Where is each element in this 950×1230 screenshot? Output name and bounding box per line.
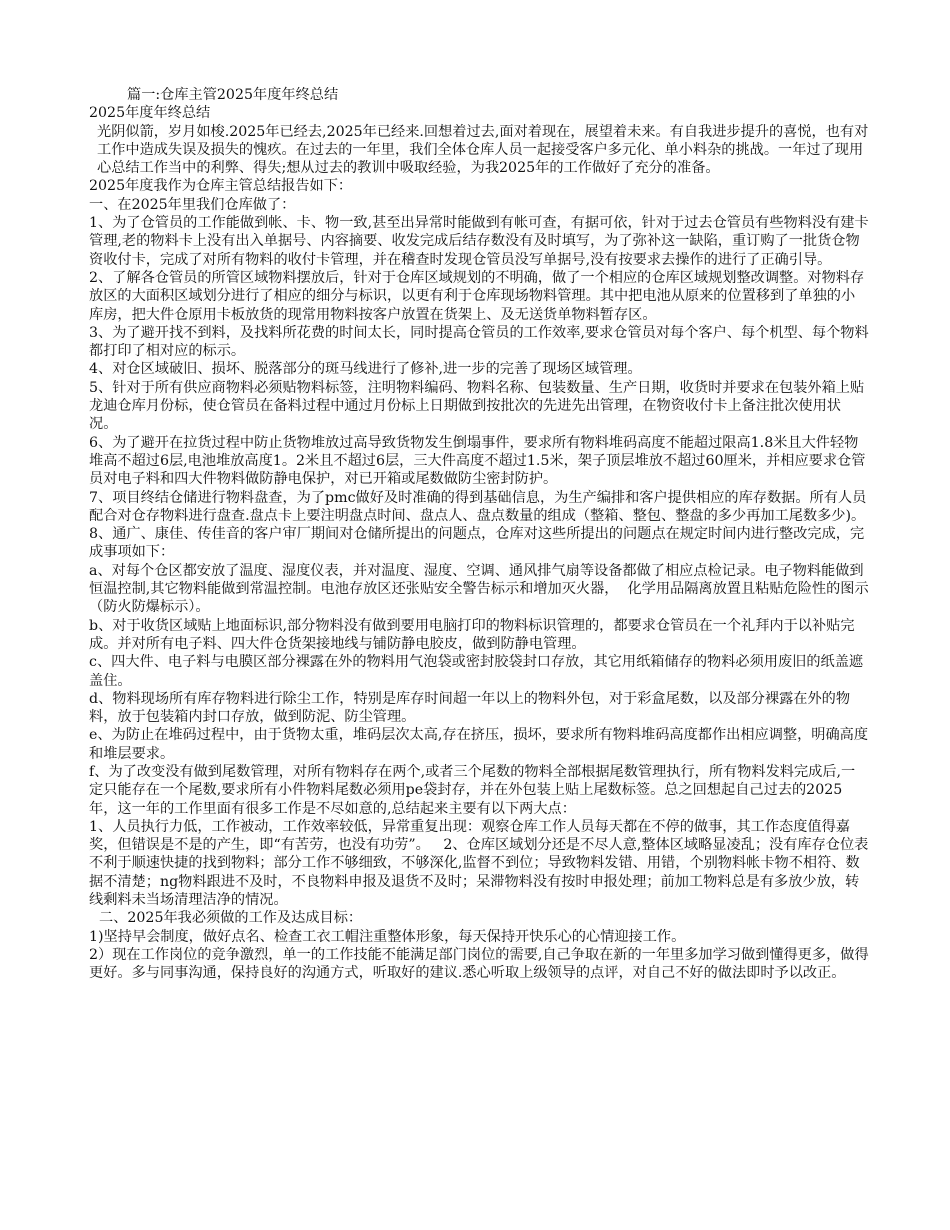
paragraph-item-a: a、对每个仓区都安放了温度、湿度仪表，并对温度、湿度、空调、通风排气扇等设备都做了相应点检记录。电子物料能做到恒温控制,其它物料能做到常温控制。电池存放区还张贴安全警告标示和增加灭火器， 化学用品隔离放置且粘贴危险性的图示（防火防爆标示）。: [89, 562, 869, 616]
paragraph-item-d: d、物料现场所有库存物料进行除尘工作，特别是库存时间超一年以上的物料外包，对于彩盒尾数，以及部分裸露在外的物料，放于包装箱内封口存放，做到防泥、防尘管理。: [89, 690, 851, 726]
paragraph-report-lead: 2025年度我作为仓库主管总结报告如下：: [89, 178, 353, 195]
paragraph-item-b: b、对于收货区域贴上地面标识,部分物料没有做到要用电脑打印的物料标识管理的，都要求仓管员在一个礼拜内于以补贴完成。并对所有电子料、四大件仓货架接地线与铺防静电胶皮，做到防静电管理。: [89, 617, 855, 652]
document-heading: 篇一:仓库主管2025年度年终总结: [127, 87, 339, 103]
paragraph-goal-1: 1)坚持早会制度，做好点名、检查工衣工帽注重整体形象，每天保持开快乐心的心情迎接工作。: [89, 928, 686, 945]
paragraph-item-5: 5、针对于所有供应商物料必须贴物料标签，注明物料编码、物料名称、包装数量、生产日期，收货时并要求在包装外箱上贴龙迪仓库月份标，使仓管员在备料过程中通过月份标上日期做到按批次的先进先出管理，在物资收付卡上备注批次使用状况。: [89, 379, 865, 433]
document-subheading: 2025年度年终总结: [89, 105, 211, 122]
paragraph-item-2: 2、了解各仓管员的所管区域物料摆放后，针对于仓库区域规划的不明确，做了一个相应的仓库区域规划整改调整。对物料存放区的大面积区域划分进行了相应的细分与标识，以更有利于仓库现场物料管理。其中把电池从原来的位置移到了单独的小库房，把大件仓原用卡板放货的现常用物料按客户放置在货架上、及无送货单物料暂存区。: [89, 269, 865, 323]
paragraph-item-7: 7、项目终结仓储进行物料盘查，为了pmc做好及时准确的得到基础信息，为生产编排和客户提供相应的库存数据。所有人员配合对仓存物料进行盘查.盘点卡上要注明盘点时间、盘点人、盘点数量的组成（整箱、整包、整盘的多少再加工尾数多少)。: [89, 489, 867, 524]
section-heading-2: 二、2025年我必须做的工作及达成目标：: [99, 910, 363, 927]
paragraph-intro: 光阴似箭，岁月如梭.2025年已经去,2025年已经来.回想着过去,面对着现在，展望着未来。有自我进步提升的喜悦，也有对工作中造成失误及损失的愧疚。在过去的一年里，我们全体仓库人员一起接受客户多元化、单小料杂的挑战。一年过了现用心总结工作当中的利弊、得失;想从过去的教训中吸取经验，为我2025年的工作做好了充分的准备。: [97, 123, 869, 177]
section-heading-1: 一、在2025年里我们仓库做了：: [89, 196, 296, 213]
paragraph-item-e: e、为防止在堆码过程中，由于货物太重，堆码层次太高,存在挤压，损坏，要求所有物料堆码高度都作出相应调整，明确高度和堆层要求。: [89, 727, 869, 762]
paragraph-item-3: 3、为了避开找不到料，及找料所花费的时间太长，同时提高仓管员的工作效率,要求仓管员对每个客户、每个机型、每个物料都打印了相对应的标示。: [89, 324, 869, 360]
paragraph-issues: 1、人员执行力低，工作被动，工作效率较低，异常重复出现：观察仓库工作人员每天都在不停的做事，其工作态度值得嘉奖，但错误是不是的产生，即“有苦劳，也没有功劳”。 2、仓库区域划分还是不尽人意,整体区域略显凌乱；没有库存仓位表不利于顺速快捷的找到物料；部分工作不够细致，不够深化,监督不到位；导致物料发错、用错，个别物料帐卡物不相符、数据不清楚；ng物料跟进不及时，不良物料申报及退货不及时；呆滞物料没有按时申报处理；前加工物料总是有多放少放，转线剩料未当场清理洁净的情况。: [89, 818, 869, 909]
paragraph-item-c: c、四大件、电子料与电膜区部分裸露在外的物料用气泡袋或密封胶袋封口存放，其它用纸箱储存的物料必须用废旧的纸盖遮盖住。: [89, 654, 864, 689]
paragraph-item-8: 8、通广、康佳、传佳音的客户审厂期间对仓储所提出的问题点，仓库对这些所提出的问题点在规定时间内进行整改完成，完成事项如下：: [89, 526, 865, 561]
paragraph-item-1: 1、为了仓管员的工作能做到帐、卡、物一致,甚至出异常时能做到有帐可查，有据可依，针对于过去仓管员有些物料没有建卡管理,老的物料卡上没有出入单据号、内容摘要、收发完成后结存数没有及时填写，为了弥补这一缺陷，重订购了一批货仓物资收付卡，完成了对所有物料的收付卡管理，并在稽查时发现仓管员没写单据号,没有按要求去操作的进行了正确引导。: [89, 215, 869, 268]
paragraph-item-6: 6、为了避开在拉货过程中防止货物堆放过高导致货物发生倒塌事件，要求所有物料堆码高度不能超过限高1.8米且大件轻物堆高不超过6层,电池堆放高度1。2米且不超过6层，三大件高度不超过1.5米，架子顶层堆放不超过60厘米，并相应要求仓管员对电子料和四大件物料做防静电保护，对已开箱或尾数做防尘密封防护。: [89, 434, 866, 488]
paragraph-item-f: f、为了改变没有做到尾数管理，对所有物料存在两个,或者三个尾数的物料全部根据尾数管理执行，所有物料发料完成后,一定只能存在一个尾数,要求所有小件物料尾数必须用pe袋封存，并在外包装上贴上尾数标签。总之回想起自己过去的2025年，这一年的工作里面有很多工作是不尽如意的,总结起来主要有以下两大点：: [89, 763, 856, 817]
paragraph-item-4: 4、对仓区域破旧、损坏、脱落部分的斑马线进行了修补,进一步的完善了现场区域管理。: [89, 361, 642, 378]
document-body: [89, 86, 869, 983]
paragraph-goal-2: 2）现在工作岗位的竞争激烈，单一的工作技能不能满足部门岗位的需要,自己争取在新的一年里多加学习做到懂得更多，做得更好。多与同事沟通，保持良好的沟通方式，听取好的建议.悉心听取上级领导的点评，对自己不好的做法即时予以改正。: [89, 946, 869, 982]
